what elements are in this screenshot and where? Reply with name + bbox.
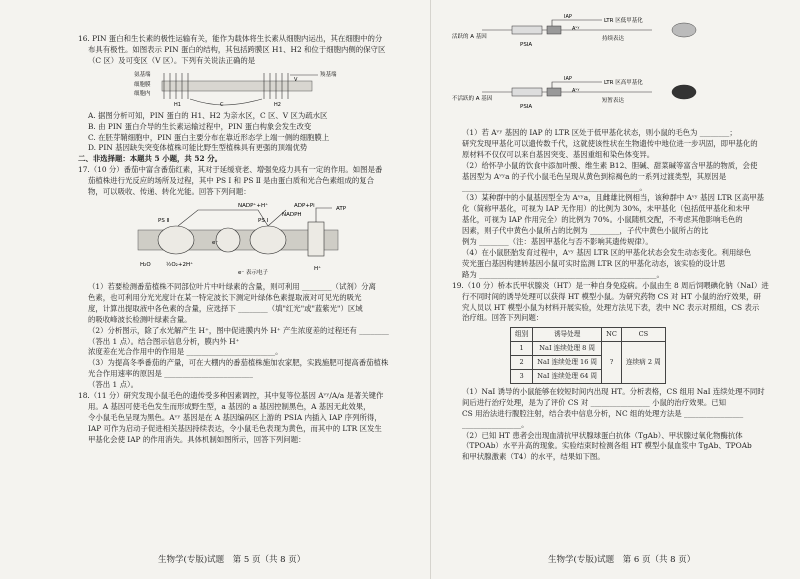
yellow-mouse-icon: [672, 23, 696, 37]
high-meth-label: LTR 区高甲基化: [604, 80, 643, 86]
h2o-label: H₂O: [140, 261, 151, 268]
q16-stem: 16. PIN 蛋白和生长素的极性运输有关，能作为载体将生长素从细胞内运出，其在细胞中的分: [78, 34, 383, 43]
q17-part1: 的吸收峰波长检测叶绿素含量。: [88, 314, 192, 324]
ps2-label: PS Ⅱ: [158, 217, 170, 224]
q17-part3: （3）为提高冬季番茄的产量，可在大棚内的番茄植株施加农家肥，实践施肥可提高番茄植株: [88, 358, 389, 368]
page-footer-right: 生物学(专版)试题 第 6 页（共 8 页）: [548, 555, 696, 565]
iap-label: IAP: [564, 76, 572, 82]
v-region-label: V: [294, 76, 298, 83]
low-meth-label: LTR 区低甲基化: [604, 18, 643, 24]
q18-part3: 因素，则子代中黄色小鼠所占的比例为 ________，子代中黄色小鼠所占的比: [462, 226, 709, 236]
q18-part2: 基因型为 Aᵛʸa 的子代小鼠毛色呈现从黄色到棕褐色的一系列过渡类型，其原因是: [462, 171, 727, 181]
page-divider: [430, 0, 431, 579]
h1-label: H1: [174, 101, 181, 108]
q18-part1: 原材料不仅仅可以来自基因突变、基因重组和染色体变异。: [462, 149, 655, 159]
q19-part2: 和甲状腺激素（T4）的水平，结果如下图。: [462, 452, 605, 462]
table-cell-cs: 连续病 2 周: [621, 342, 665, 384]
adp-label: ADP+Pi: [294, 202, 315, 209]
q18-stem: IAP 可作为启动子促进相关基因持续表达，令小鼠毛色表现为黄色，而其中的 LTR 区发生: [88, 423, 382, 433]
brief-expression-label: 短暂表达: [602, 98, 625, 104]
q18-part4: 荧光蛋白基因构建转基因小鼠可实时监测 LTR 区的甲基化动态，该实验的设计思: [462, 258, 726, 268]
q18-part1: （1）若 Aᵛʸ 基因的 IAP 的 LTR 区处于低甲基化状态，则小鼠的毛色为 ________；: [462, 128, 737, 137]
ps1-label: PS Ⅰ: [258, 217, 269, 224]
q18-stem: 用。A 基因可使毛色发生而形成野生型，a 基因的 a 基因控制黑色，A 基因无此效果，: [88, 401, 371, 411]
q19-part2: （2）已知 HT 患者会出现血清抗甲状腺球蛋白抗体（TgAb）、甲状腺过氧化物酶抗体: [462, 430, 743, 440]
h2-label: H2: [274, 101, 281, 108]
intracell-label: 细胞内: [134, 90, 151, 97]
q19-stem: 究人员以 HT 模型小鼠为材料开展实验，处理方法见下表，表中 NC 表示对照组，CS 表示: [462, 302, 760, 312]
c-region-label: C: [220, 101, 224, 108]
table-cell-nc: ?: [602, 342, 622, 384]
q18-part2: ________________________________________________。: [462, 182, 647, 192]
active-gene-label: 活跃的 A 基因: [452, 34, 487, 40]
table-header: 组别: [511, 328, 533, 342]
table-cell: NaI 连续处理 64 周: [533, 370, 602, 384]
q17-part1: （1）若要检测番茄植株不同部位叶片中叶绿素的含量，则可利用 ________（试剂）分离: [88, 281, 376, 291]
treatment-table: [510, 327, 666, 384]
q16-stem: 布具有极性。如图表示 PIN 蛋白的结构，其包括跨膜区 H1、H2 和位于细胞内侧的保守区: [88, 44, 386, 54]
q17-part2: （2）分析图示，除了水光解产生 H⁺，图中促进膜内外 H⁺ 产生浓度差的过程还有 ________: [88, 325, 389, 335]
light-reaction-diagram: [118, 200, 368, 280]
q19-stem: 19.（10 分）桥本氏甲状腺炎（HT）是一种自身免疫病。小鼠由生 8 周后饲喂碘化钠（NaI）进: [452, 280, 769, 290]
table-cell: 3: [511, 370, 533, 384]
electron-label: e⁻: [212, 239, 219, 246]
q19-part1: CS 用治法进行腹腔注射，结合表中信息分析，NC 组的处理方法是 ________________: [462, 408, 744, 418]
nterm-label: 氨基端: [134, 71, 151, 78]
avy-label: Aᵛʸ: [572, 26, 580, 32]
q18-part3: 基化，可视为 IAP 作用完全）的比例为 70%。小鼠随机交配，不考虑其他影响毛色的: [462, 215, 743, 225]
membrane-label: 细胞膜: [134, 81, 151, 88]
q18-part3: 例为 ________（注：基因甲基化与否不影响其遗传规律）。: [462, 237, 653, 247]
q16-option-d: D. PIN 基因缺失突变体植株可能比野生型植株具有更强的顶端优势: [88, 143, 308, 153]
electron-note: e⁻ 表示电子: [238, 269, 269, 276]
table-cell: 2: [511, 356, 533, 370]
q18-part1: 研究发现甲基化可以遗传数千代，这就使该性状在生物遗传中地位进一步巩固，即甲基化的: [462, 138, 758, 148]
q17-part3: 光合作用速率的原因是 ________________________: [88, 369, 253, 379]
table-header: CS: [621, 328, 665, 342]
left-column: [78, 34, 408, 446]
psia-label: PSIA: [520, 104, 533, 110]
q16-stem: （C 区）及可变区（V 区）。下列有关说法正确的是: [88, 55, 256, 65]
q18-part3: 化（简称甲基化，可视为 IAP 无作用）的比例为 30%，未甲基化（包括低甲基化和未甲: [462, 204, 750, 214]
q17-part2: 浓度差在光合作用中的作用是 ________________________。: [88, 347, 283, 357]
q19-stem: 治疗组。回答下列问题：: [462, 313, 544, 323]
dark-mouse-icon: [672, 85, 696, 99]
table-header: 诱导处理: [533, 328, 602, 342]
continuous-expression-label: 持续表达: [602, 36, 625, 42]
iap-label: IAP: [564, 14, 572, 20]
nadph-label: NADPH: [282, 211, 302, 218]
q17-part1: 度，计算出提取液中各色素的含量，应选择下 ________（填"红光"或"蓝紫光"）区域: [88, 303, 363, 313]
table-header-row: [511, 328, 666, 342]
table-cell: NaI 连续处理 16 周: [533, 356, 602, 370]
q18-part4: 路为 ________________________________________________。: [462, 269, 664, 279]
section-heading: 二、非选择题：本题共 5 小题，共 52 分。: [78, 154, 222, 164]
q18-stem: 18.（11 分）研究发现小鼠毛色的遗传受多种因素调控，其中复等位基因 Aᵛʸ/A/a 是著关键作: [78, 391, 384, 401]
table-cell: 1: [511, 342, 533, 356]
cterm-label: 羧基端: [320, 71, 337, 78]
psia-label: PSIA: [520, 42, 533, 48]
table-header: NC: [602, 328, 622, 342]
q18-stem: 甲基化会使 IAP 的作用消失。具体机制如图所示，回答下列问题：: [88, 434, 306, 444]
q19-stem: 行不同时间的诱导处理可以获得 HT 模型小鼠。为研究药物 CS 对 HT 小鼠的治疗效果，研: [462, 291, 761, 301]
table-row: [511, 342, 666, 356]
inactive-gene-label: 不活跃的 A 基因: [452, 96, 493, 102]
nadp-label: NADP⁺+H⁺: [238, 202, 268, 209]
q19-part1: 间后进行治疗处理，是为了评价 CS 对 ________________ 小鼠的治疗效果。已知: [462, 397, 727, 407]
q19-part1: ________________。: [462, 419, 529, 429]
q16-option-b: B. 由 PIN 蛋白介导的生长素运输过程中，PIN 蛋白构象会发生改变: [88, 121, 312, 131]
q17-part3: （答出 1 点）。: [88, 380, 139, 390]
q17-stem: 茄植株进行光反应的场所及过程，其中 PS Ⅰ 和 PS Ⅱ 是由蛋白质和光合色素组成的复合: [88, 176, 375, 186]
q18-stem: 令小鼠毛色呈现为黑色。Aᵛʸ 基因是在 A 基因编码区上游的 PSIA 内插入 IAP 序列所得，: [88, 412, 382, 422]
q17-part2: （答出 1 点）。结合图示信息分析，膜内外 H⁺: [88, 336, 240, 346]
q18-part3: （3）某种群中的小鼠基因型全为 Aᵛʸa，且雌雄比例相当，该种群中 Aᵛʸ 基因 LTR 区高甲基: [462, 193, 764, 203]
atp-label: ATP: [336, 205, 347, 212]
q18-part2: （2）给怀孕小鼠的饮食中添加叶酸、维生素 B12、胆碱、甜菜碱等富含甲基的物质，会使: [462, 160, 758, 170]
table-cell: NaI 连续处理 8 周: [533, 342, 602, 356]
q16-option-a: A. 据图分析可知，PIN 蛋白的 H1、H2 为亲水区，C 区、V 区为疏水区: [88, 110, 328, 120]
methylation-diagram: [452, 8, 702, 130]
o2-label: ½O₂+2H⁺: [166, 261, 194, 268]
page-footer-left: 生物学(专版)试题 第 5 页（共 8 页）: [158, 555, 306, 565]
q17-part1: 色素，也可利用分光光度计在某一特定波长下测定叶绿体色素提取液对可见光的吸光: [88, 292, 362, 302]
hplus-label: H⁺: [314, 265, 322, 272]
pin-protein-diagram: [134, 69, 354, 109]
avy-label: Aᵛʸ: [572, 88, 580, 94]
q17-stem: 17.（10 分）番茄中富含番茄红素，其对于延缓衰老、增强免疫力具有一定的作用。如图是番: [78, 165, 383, 175]
right-column: [452, 128, 782, 463]
q19-part1: （1）NaI 诱导的小鼠能够在较短时间内出现 HT。分析表格，CS 组用 NaI 连续处理不同时: [462, 386, 765, 396]
q19-part2: （TPOAb）水平升高的现象。实验结束时检测各组 HT 模型小鼠血浆中 TgAb、TPOAb: [462, 441, 752, 451]
q16-option-c: C. 在胚芽鞘细胞中，PIN 蛋白主要分布在靠近形态学上端一侧的细胞膜上: [88, 132, 330, 142]
q18-part4: （4）在小鼠胚胎发育过程中，Aᵛʸ 基因 LTR 区的甲基化状态会发生动态变化。利用绿色: [462, 247, 752, 257]
q17-stem: 物，可以吸收、传递、转化光能。回答下列问题：: [88, 187, 251, 197]
